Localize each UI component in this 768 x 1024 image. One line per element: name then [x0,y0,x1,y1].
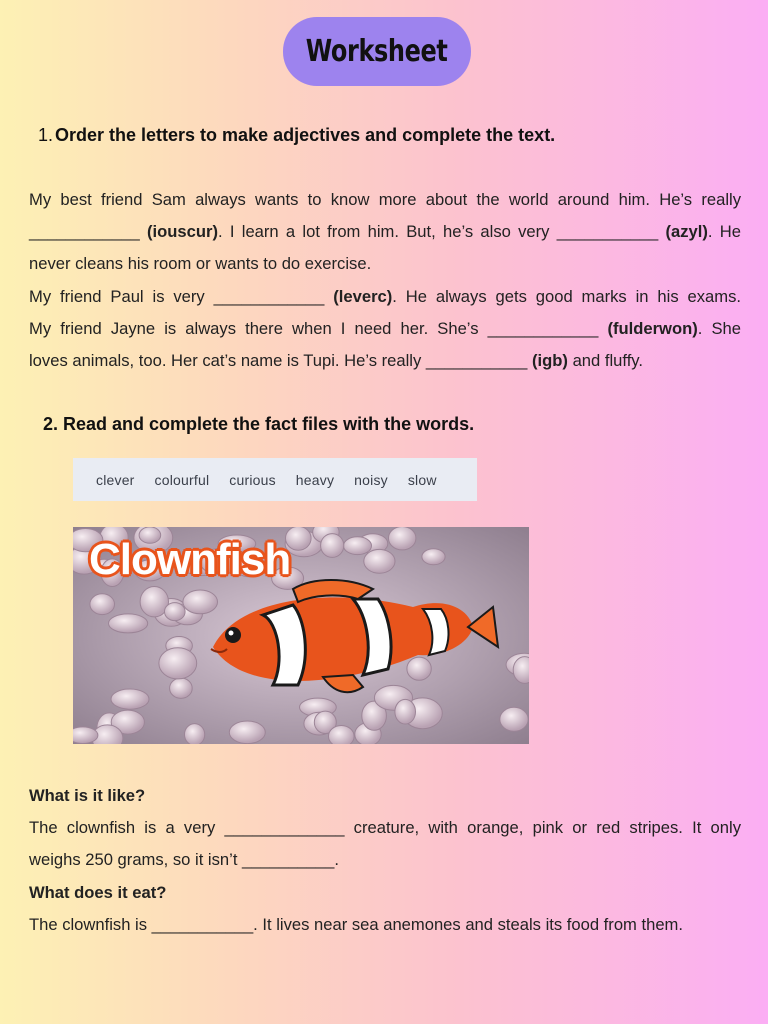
scrambled-word: (iouscur) [147,222,219,242]
anemone-tentacle [407,657,431,680]
anemone-tentacle [165,603,186,621]
paragraph-line: My friend Paul is very ____________ (leverc). He always gets good marks in his exams. [29,286,741,306]
anemone-tentacle [90,594,115,615]
fact-question: What is it like? [29,786,146,805]
question-1-text: Order the letters to make adjectives and complete the text. [55,125,556,145]
word-bank-item: noisy [354,471,388,488]
question-2-heading: 2. Read and complete the fact files with the words. [43,414,475,434]
worksheet-title: Worksheet [306,34,448,69]
anemone-tentacle [109,614,148,633]
anemone-tentacle [185,724,205,744]
scrambled-word: (azyl) [665,222,708,242]
question-1-heading [38,125,555,146]
scrambled-word: (leverc) [333,286,393,306]
word-bank-item: colourful [154,471,210,488]
anemone-tentacle [329,726,355,745]
word-bank-item: curious [229,471,276,488]
question-1-number: 1. [38,125,54,145]
paragraph-line: never cleans his room or wants to do exercise. [29,254,372,274]
paragraph-line: My friend Jayne is always there when I need her. She’s ____________ (fulderwon). She [29,318,741,338]
anemone-tentacle [170,678,193,698]
question-1-paragraph [29,184,741,377]
word-bank [73,458,477,501]
word-bank-item: slow [407,471,437,488]
paragraph-line: My best friend Sam always wants to know more about the world around him. He’s really [29,190,741,209]
anemone-tentacle [395,699,416,724]
worksheet-title-pill [283,17,471,86]
anemone-tentacle [422,549,445,565]
anemone-tentacle [229,721,265,744]
anemone-tentacle [364,549,395,573]
fact-question: What does it eat? [29,882,167,902]
anemone-tentacle [111,689,149,709]
fact-line: The clownfish is ___________. It lives near sea anemones and steals its food from them. [29,914,683,934]
scrambled-word: (fulderwon) [607,318,698,338]
fact-file [29,780,741,941]
paragraph-line: loves animals, too. Her cat’s name is Tupi. He’s really ___________ (igb) and fluffy. [29,351,643,371]
fact-line: The clownfish is a very _____________ creature, with orange, pink or red stripes. It only [29,818,741,838]
anemone-tentacle [321,534,344,558]
clownfish-photo [73,527,529,744]
anemone-tentacle [159,648,197,679]
scrambled-word: (igb) [532,351,568,371]
anemone-tentacle [500,707,528,731]
anemone-tentacle [183,590,218,614]
anemone-tentacle [344,537,372,555]
word-bank-item: clever [96,471,135,488]
fact-line: weighs 250 grams, so it isn’t __________. [29,850,339,870]
paragraph-line: ____________ (iouscur). I learn a lot from him. But, he’s also very ___________ (azyl). He [29,222,742,242]
clownfish-image-title: Clownfish [89,535,291,584]
anemone-tentacle [73,727,98,744]
anemone-tentacle [389,527,416,550]
word-bank-item: heavy [295,471,335,488]
